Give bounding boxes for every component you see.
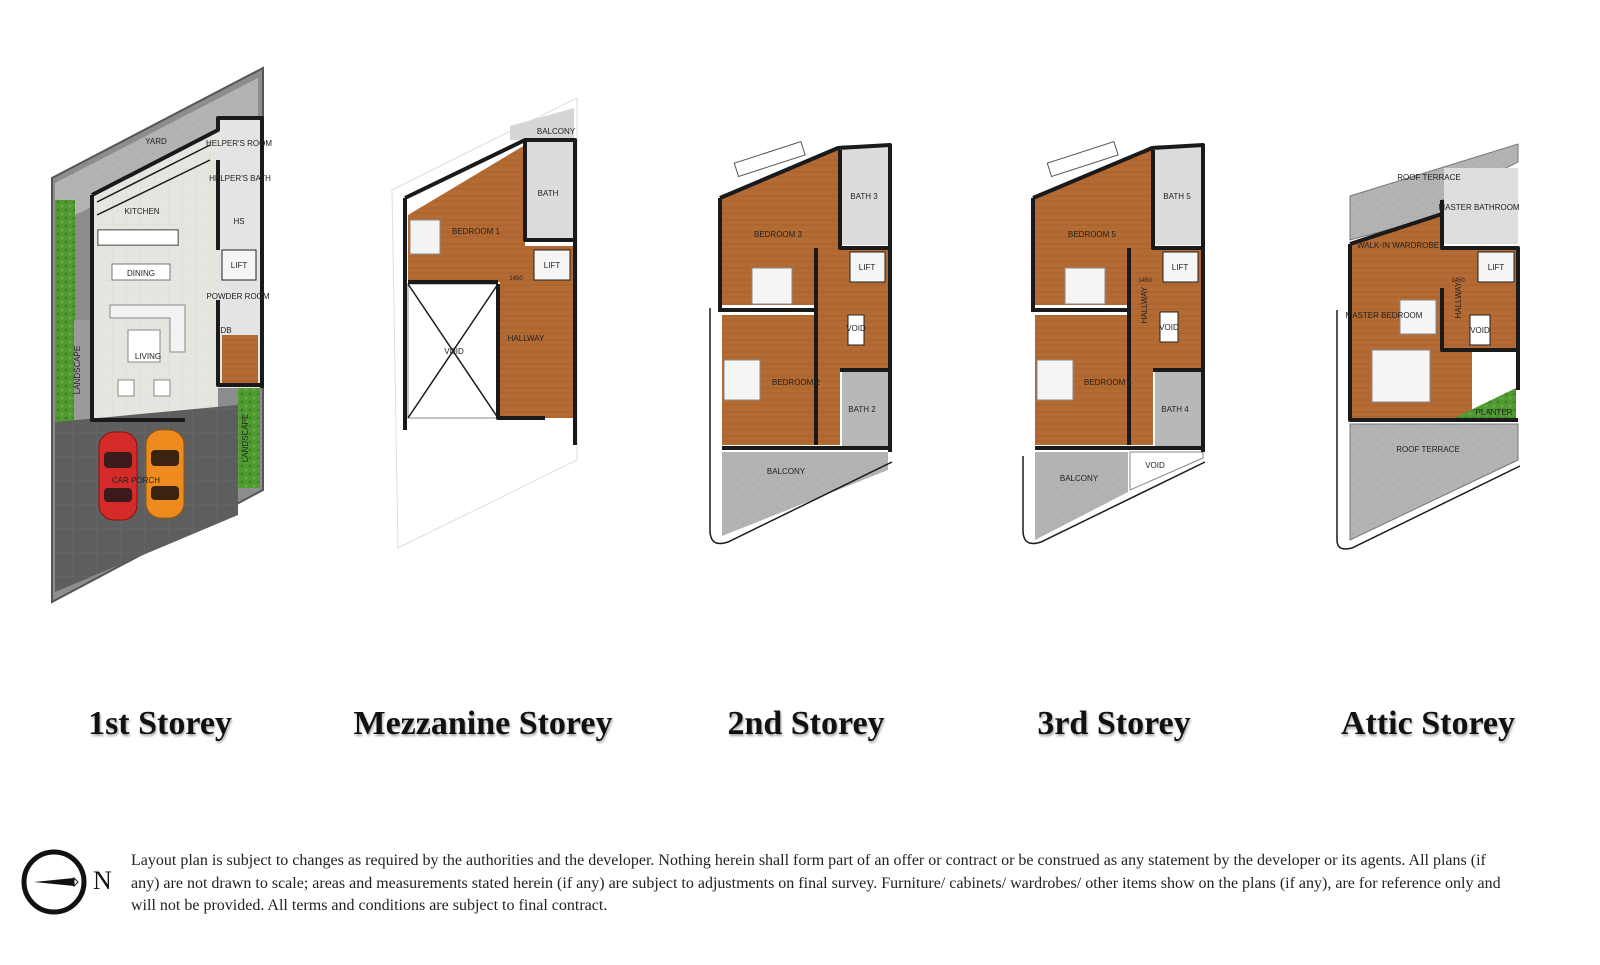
plan-third-storey — [1023, 142, 1205, 544]
landscape-left-label: LANDSCAPE — [73, 345, 82, 395]
dimension-label: 1450 — [509, 276, 523, 282]
plan-mezzanine-storey — [392, 98, 577, 548]
bath-a-label: BATH 5 — [1163, 192, 1191, 201]
title-mezzanine-storey: Mezzanine Storey — [353, 705, 613, 742]
yard-label: YARD — [145, 137, 167, 146]
title-second-storey: 2nd Storey — [727, 705, 885, 742]
db-label: DB — [220, 326, 232, 335]
kitchen-island — [98, 230, 178, 245]
roof-terrace-top-label: ROOF TERRACE — [1397, 173, 1461, 182]
balcony-label: BALCONY — [766, 467, 806, 476]
powder-room-label: POWDER ROOM — [206, 292, 270, 301]
planter-label: PLANTER — [1475, 408, 1513, 417]
helpers-bath-label: HELPER'S BATH — [209, 174, 271, 183]
dimension-label: 1450 — [1138, 278, 1152, 284]
bedroom-b-label: BEDROOM 2 — [771, 378, 821, 387]
title-attic-storey: Attic Storey — [1340, 705, 1516, 742]
hs-label: HS — [233, 217, 245, 226]
landscape-right-label: LANDSCAPE — [241, 413, 250, 463]
car-porch-label: CAR PORCH — [111, 476, 161, 485]
void-label: VOID — [1159, 323, 1179, 332]
plan-attic-storey — [1337, 144, 1520, 549]
car-orange — [146, 430, 184, 518]
master-bedroom-label: MASTER BEDROOM — [1345, 311, 1423, 320]
bath-a-label: BATH 3 — [850, 192, 878, 201]
living-label: LIVING — [134, 352, 162, 361]
bedroom-label: BEDROOM 1 — [451, 227, 501, 236]
roof-terrace-bottom-area — [1350, 424, 1518, 540]
title-first-storey: 1st Storey — [88, 705, 232, 742]
title-third-storey: 3rd Storey — [1037, 705, 1191, 742]
plan-first-storey — [52, 68, 272, 602]
hallway-label: HALLWAY — [507, 334, 545, 343]
master-bathroom-label: MASTER BATHROOM — [1438, 203, 1520, 212]
balcony-area — [1035, 452, 1128, 540]
void-b-label: VOID — [1145, 461, 1165, 470]
north-label: N — [93, 866, 112, 895]
roof-terrace-bottom-label: ROOF TERRACE — [1396, 445, 1460, 454]
hallway-label: HALLWAY — [1140, 286, 1149, 324]
bath-b-label: BATH 2 — [848, 405, 876, 414]
walk-in-wardrobe-label: WALK-IN WARDROBE — [1356, 241, 1440, 250]
bath-b-label: BATH 4 — [1161, 405, 1189, 414]
stair — [222, 335, 258, 383]
balcony-area — [722, 452, 888, 536]
void-label: VOID — [1470, 326, 1490, 335]
dimension-label: 1450 — [1451, 278, 1465, 284]
balcony-label: BALCONY — [536, 127, 576, 136]
bedroom-a-label: BEDROOM 3 — [753, 230, 803, 239]
bedroom-a-label: BEDROOM 5 — [1067, 230, 1117, 239]
lift-label: LIFT — [543, 261, 561, 270]
balcony-label: BALCONY — [1059, 474, 1099, 483]
lift-label: LIFT — [1487, 263, 1505, 272]
lift-label: LIFT — [1171, 263, 1189, 272]
plan-second-storey — [710, 142, 892, 544]
dining-label: DINING — [127, 269, 155, 278]
lift-label: LIFT — [230, 261, 248, 270]
void-label: VOID — [846, 324, 866, 333]
helpers-room-label: HELPER'S ROOM — [206, 139, 272, 148]
bath-label: BATH — [537, 189, 559, 198]
disclaimer-text: Layout plan is subject to changes as required by the authorities and the developer. Nothing herein shall form part of an offer or contract or be construed as any statement by the developer or its agents. All plans (if any) are not drawn to scale; areas and measurements stated herein (if any) are subject to adjustments on final survey. Furniture/ cabinets/ wardrobes/ other items show on the plans (if any), are for reference only and will not be provided. All terms and conditions are subject to final contract. — [131, 852, 1501, 914]
kitchen-label: KITCHEN — [124, 207, 160, 216]
compass-icon — [20, 848, 88, 916]
void-small — [1130, 452, 1203, 490]
lift-label: LIFT — [858, 263, 876, 272]
void-label: VOID — [444, 347, 464, 356]
hallway-label: HALLWAY — [1454, 281, 1463, 319]
landscape-left — [55, 200, 75, 422]
bedroom-b-label: BEDROOM 4 — [1083, 378, 1133, 387]
